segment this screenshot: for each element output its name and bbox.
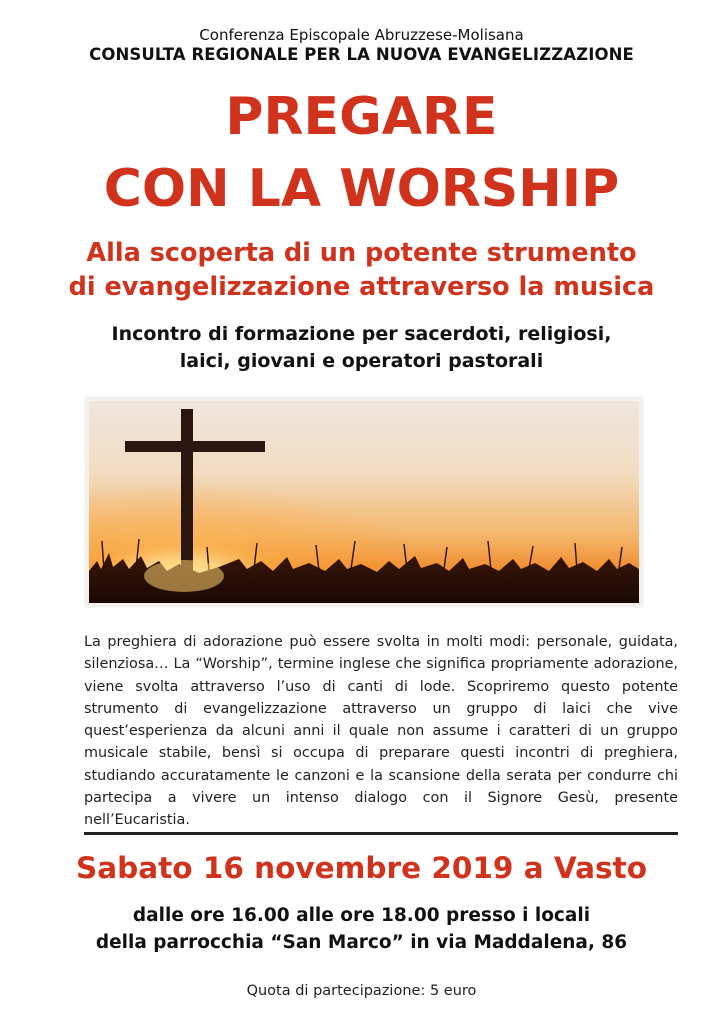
subtitle-line-1: Alla scoperta di un potente strumento (86, 238, 637, 268)
main-title-line-1: PREGARE (225, 87, 498, 147)
event-date: Sabato 16 novembre 2019 a Vasto (76, 851, 647, 885)
organization-name: Conferenza Episcopale Abruzzese-Molisana (199, 26, 524, 44)
audience-description (0, 321, 723, 375)
subtitle-line-2: di evangelizzazione attraverso la musica (68, 272, 655, 302)
audience-line-2: laici, giovani e operatori pastorali (179, 350, 544, 372)
subtitle (0, 236, 723, 304)
event-details (0, 902, 723, 956)
section-divider (84, 832, 678, 835)
main-title-line-2: CON LA WORSHIP (103, 159, 620, 219)
audience-line-1: Incontro di formazione per sacerdoti, religiosi, (111, 323, 612, 345)
consulta-name: CONSULTA REGIONALE PER LA NUOVA EVANGELIZZAZIONE (89, 45, 634, 64)
cross-sunset-image (86, 398, 642, 606)
event-place: della parrocchia “San Marco” in via Maddalena, 86 (95, 932, 628, 953)
participation-fee: Quota di partecipazione: 5 euro (246, 983, 477, 999)
event-time: dalle ore 16.00 alle ore 18.00 presso i locali (132, 905, 591, 926)
description-paragraph: La preghiera di adorazione può essere svolta in molti modi: personale, guidata, silenziosa… La “Worship”, termine inglese che significa propriamente adorazione, viene svolta attraverso l’uso di canti di lode. Scopriremo questo potente strumento di evangelizzazione attraverso un gruppo di laici che vive quest’esperienza da alcuni anni il quale non assume i caratteri di un gruppo musicale stabile, bensì si occupa di preparare questi incontri di preghiera, studiando accuratamente le canzoni e la scansione della serata per condurre chi partecipa a vivere un intenso dialogo con il Signore Gesù, presente nell’Eucaristia. (84, 634, 678, 829)
